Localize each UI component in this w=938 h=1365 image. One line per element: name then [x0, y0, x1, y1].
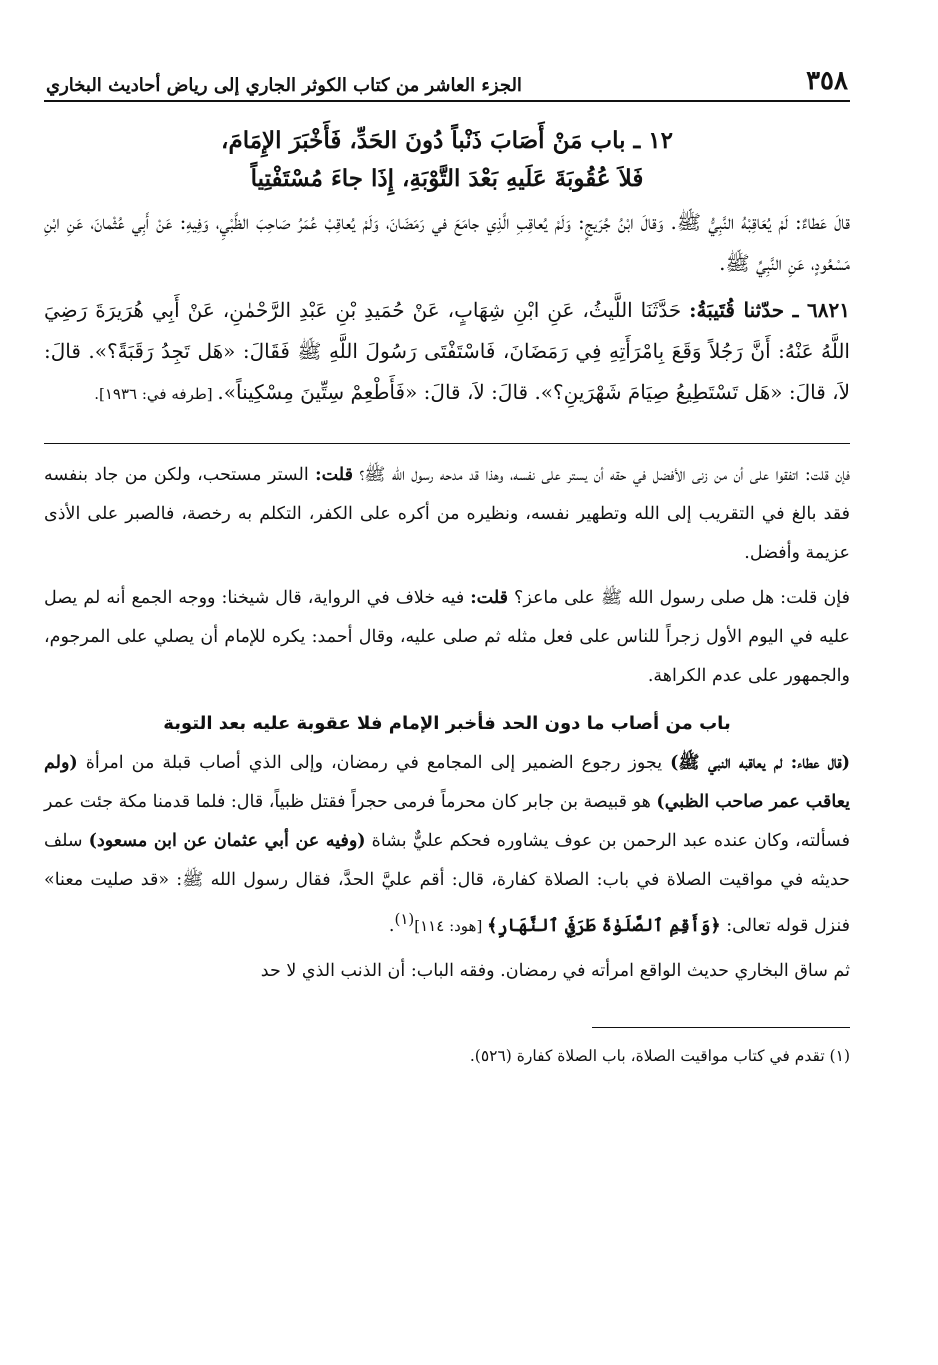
quoted-phrase-1: (قال عطاء: لم يعاقبه النبي ﷺ): [670, 753, 850, 773]
quran-verse: ﴿وَأَقِمِ ٱلصَّلَوٰةَ طَرَفَيِ ٱلنَّهَارِ﴾: [487, 915, 721, 936]
hadith-paragraph: [44, 290, 850, 415]
book-page: [44, 52, 850, 1070]
commentary-answer-marker-2: قلت:: [470, 588, 509, 608]
commentary-text-3d: .: [388, 915, 395, 936]
quoted-phrase-3: (وفيه عن أبي عثمان عن ابن مسعود): [88, 831, 366, 851]
footnote-divider: [592, 1027, 850, 1028]
chapter-heading-line-2: فَلاَ عُقُوبَةَ عَلَيهِ بَعْدَ التَّوْبَةِ، إِذَا جاءَ مُسْتَفْتِياً: [250, 165, 644, 192]
quoted-phrase-2: (ولم يعاقب عمر صاحب الظبي): [44, 753, 851, 812]
commentary-question-2: فإن قلت: هل صلى رسول الله ﷺ على ماعز؟: [508, 588, 850, 608]
commentary-question-1: فإن قلت: اتفقوا على أن من زنى الأفضل في حقه أن يستر على نفسه، وهذا قد مدحه رسول الله ﷺ؟: [352, 465, 850, 485]
commentary-paragraph-2: [44, 579, 850, 696]
quran-reference: [هود: ١١٤]: [414, 916, 488, 935]
hadith-number: ٦٨٢١ ـ حدّثنا قُتَيبَةُ:: [689, 298, 850, 322]
footnote: (١) تقدم في كتاب مواقيت الصلاة، باب الصلاة كفارة (٥٢٦).: [469, 1046, 850, 1065]
commentary-paragraph-3: [44, 744, 850, 946]
page-number: ٣٥٨: [806, 66, 848, 96]
page-header: [44, 52, 850, 102]
commentary-answer-1: الستر مستحب، ولكن من جاد بنفسه فقد بالغ في التقريب إلى الله وتطهير نفسه، ونظيره من أكره على الكفر، التكلم به رخصة، فالصبر على الأذى عزيمة وأفضل.: [44, 465, 850, 563]
footnote-marker[interactable]: (١): [394, 910, 415, 928]
commentary-text-3b: هو قبيصة بن جابر كان محرماً فرمى حجراً فقتل ظبياً، قال: فلما قدمنا مكة جئت عمر فسألته، وكان عنده عبد الرحمن بن عوف يشاوره فحكم عليٌّ بشاة: [44, 792, 851, 851]
chapter-heading: [44, 122, 850, 198]
commentary-answer-marker-1: قلت:: [315, 465, 353, 485]
text-commentary-divider: [44, 443, 850, 444]
running-title: الجزء العاشر من كتاب الكوثر الجاري إلى رياض أحاديث البخاري: [46, 75, 522, 96]
commentary-paragraph-1: [44, 456, 850, 573]
commentary-answer-2: فيه خلاف في الرواية، قال شيخنا: ووجه الجمع أنه لم يصل عليه في اليوم الأول زجراً للناس على فعل مثله ثم صلى عليه، وقال أحمد: يكره للإمام أن يصلي على المرجوم، والجمهور على عدم الكراهة.: [44, 588, 850, 686]
hadith-text: حَدَّثَنَا اللَّيثُ، عَنِ ابْنِ شِهَابٍ، عَنْ حُمَيدِ بْنِ عَبْدِ الرَّحْمٰنِ، عَنْ أَبِي هُرَيرَةَ رَضِيَ اللَّهُ عَنْهُ: أَنَّ رَجُلاً وَقَعَ بِامْرَأَتِهِ فِي رَمَضَانَ، فَاسْتَفْتَى رَسُولَ اللَّهِ ﷺ فَقَالَ: «هَل تَجِدُ رَقَبَةً؟». قالَ: لاَ، قالَ: «هَل تَسْتَطِيعُ صِيَامَ شَهْرَينِ؟». قالَ: لاَ، قالَ: «فَأَطْعِمْ سِتِّينَ مِسْكِيناً».: [44, 298, 850, 404]
commentary-text-3a: يجوز رجوع الضمير إلى المجامع في رمضان، وإلى الذي أصاب قبلة من امرأة: [77, 753, 671, 773]
commentary-text-3c: سلف حديثه في مواقيت الصلاة في باب: الصلاة كفارة، قال: أقم عليَّ الحدَّ، فقال رسول الله ﷺ: «قد صليت معنا» فنزل قوله تعالى:: [44, 831, 850, 936]
intro-paragraph: قالَ عَطاءٌ: لَمْ يُعَاقِبْهُ النَّبِيُّ ﷺ. وَقالَ ابْنُ جُرَيجٍ: وَلَمْ يُعاقِبِ الَّذِي جامَعَ في رَمَضَانَ، وَلَمْ يُعاقِبْ عُمَرُ صَاحِبَ الظَّبْيِ، وَفِيهِ: عَنْ أَبِي عُثْمانَ، عَنِ ابْنِ مَسْعُودٍ، عَنِ النَّبِيِّ ﷺ.: [44, 210, 850, 275]
chapter-heading-line-1: ١٢ ـ باب مَنْ أَصَابَ ذَنْباً دُونَ الحَدِّ، فَأَخْبَرَ الإِمَامَ،: [221, 127, 673, 154]
commentary-subheading: باب من أصاب ما دون الحد فأخبر الإمام فلا عقوبة عليه بعد التوبة: [163, 713, 731, 734]
hadith-cross-reference: [طرفه في: ١٩٣٦].: [94, 385, 218, 403]
commentary-paragraph-4: ثم ساق البخاري حديث الواقع امرأته في رمضان. وفقه الباب: أن الذنب الذي لا حد: [260, 960, 850, 981]
